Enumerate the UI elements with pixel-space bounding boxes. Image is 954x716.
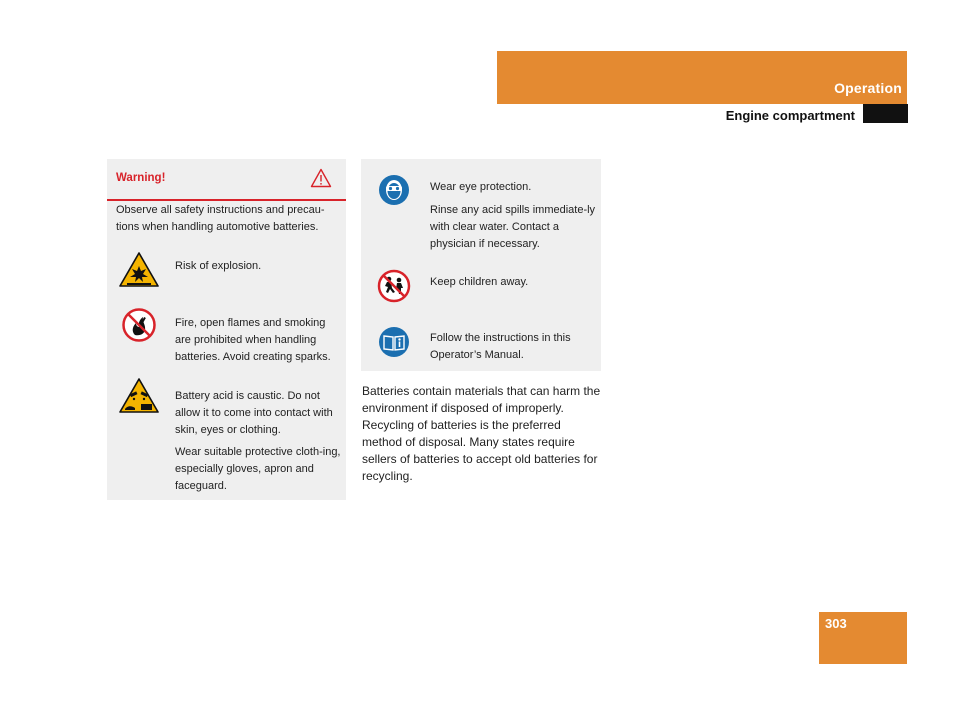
eye-protection-text: Wear eye protection.	[430, 181, 532, 193]
warning-label: Warning!	[116, 172, 166, 184]
safety-panel	[361, 159, 601, 371]
page-number: 303	[825, 616, 847, 631]
page-number-box	[819, 612, 907, 664]
warning-header	[107, 159, 346, 201]
rinse-text: Rinse any acid spills immediate-ly with clear water. Contact a physician if necessary.	[430, 204, 596, 250]
eye-protection-icon	[378, 174, 410, 206]
header-bar	[497, 51, 907, 104]
no-fire-icon	[121, 307, 157, 343]
warning-intro: Observe all safety instructions and precau-tions when handling automotive batteries.	[116, 204, 325, 233]
corrosive-text: Battery acid is caustic. Do not allow it to come into contact with skin, eyes or clothing.	[175, 390, 333, 436]
section-title: Operation	[834, 80, 902, 96]
manual-icon	[378, 326, 410, 358]
disposal-paragraph: Batteries contain materials that can harm the environment if disposed of improperly. Recycling of batteries is the preferred method of disposal. Many states require sellers of batteries to accept old batteries for recycling.	[362, 384, 601, 483]
explosion-text: Risk of explosion.	[175, 260, 262, 272]
thumb-tab	[863, 104, 908, 123]
subsection-title: Engine compartment	[725, 108, 855, 123]
no-fire-text: Fire, open flames and smoking are prohibited when handling batteries. Avoid creating sparks.	[175, 317, 331, 363]
manual-text: Follow the instructions in this Operator’s Manual.	[430, 332, 571, 361]
warning-triangle-icon	[310, 168, 332, 188]
warning-panel	[107, 159, 346, 500]
protective-clothing-text: Wear suitable protective cloth-ing, especially gloves, apron and faceguard.	[175, 446, 341, 492]
corrosive-icon	[119, 378, 159, 413]
keep-children-text: Keep children away.	[430, 276, 529, 288]
keep-children-away-icon	[377, 269, 411, 303]
explosion-icon	[119, 252, 159, 287]
